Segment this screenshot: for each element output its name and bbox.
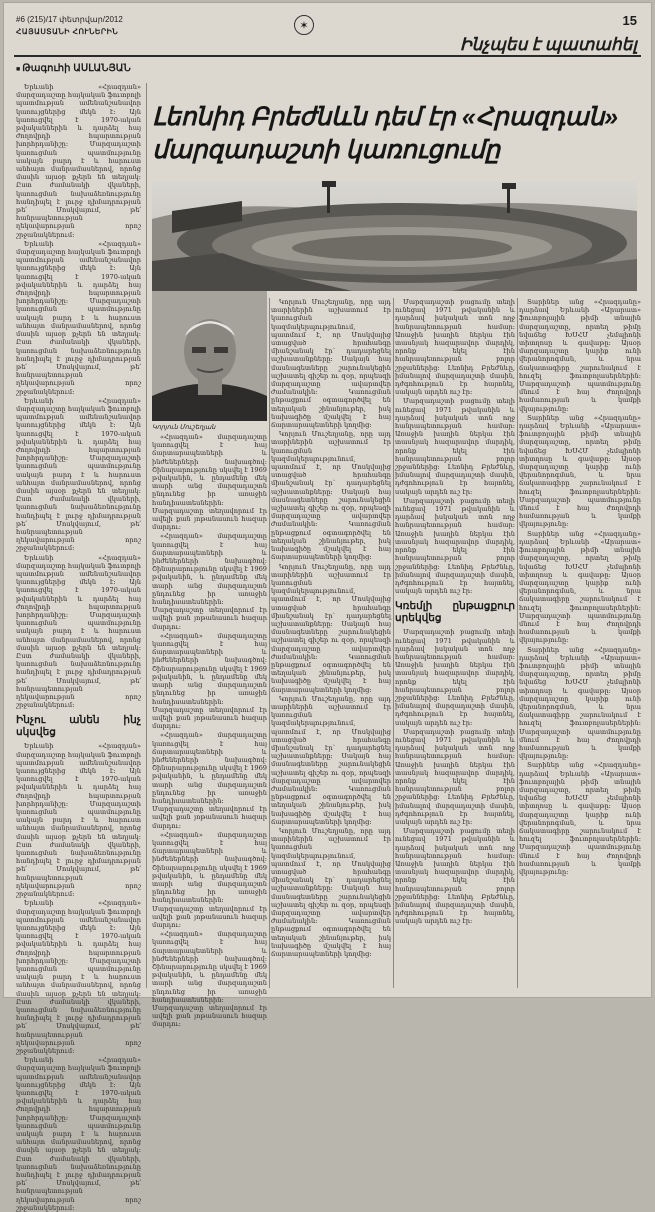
headline (152, 101, 642, 183)
column-rule (146, 83, 147, 988)
article-column-2 (152, 433, 267, 1029)
article-column-1 (16, 83, 141, 1212)
paragraph: Տարիներ անց «Հրազդանը» դարձավ Երևանի «Արարատ» ֆուտբոլային թիմի տնային մարզադաշտը, որտեղ թիմը նվաճեց ԽՍՀՄ չեմպիոնի տիտղոսը և գավաթը։ Այսօր մարզադաշտը կարիք ունի վերանորոգման, և նրա ճակատագիրը շարունակում է հուզել ֆուտբոլասերներին։ Մարզադաշտի պատմությունը մնում է հայ ժողովրդի համառության և կամքի վկայությունը։ (519, 529, 641, 645)
byline (16, 63, 136, 74)
paragraph: Երևանի «Հրազդան» մարզադաշտը հայկական ֆուտբոլի պատմության ամենանշանավոր կառույցներից մեկն է։ Այն կառուցվել է 1970-ական թվականներին և դարձել հայ ժողովրդի հպարտության խորհրդանիշը։ Մարզադաշտի կառուցման պատմությունը սակայն բարդ է և հարուստ անհայտ մանրամասներով, որոնց մասին այսօր քչերն են տեղյակ։ Ըստ ժամանակի վկաների, կառուցման նախաձեռնությունը հանդիպել է լուրջ դիմադրության թե՛ Մոսկվայում, թե՛ հանրապետության ղեկավարության որոշ շրջանակներում։ (16, 239, 141, 396)
paragraph: «Հրազդան» մարզադաշտը կառուցվել է հայ ճարտարապետների և ինժեներների նախագծով։ Շինարարությունը սկսվել է 1969 թվականին, և ընդամենը մեկ տարի անց մարզադաշտն ընդունեց իր առաջին հանդիսատեսներին։ Մարզադաշտը տեղավորում էր ավելի քան յոթանասուն հազար մարդու։ (152, 532, 267, 631)
paragraph: «Հրազդան» մարզադաշտը կառուցվել է հայ ճարտարապետների և ինժեներների նախագծով։ Շինարարությունը սկսվել է 1969 թվականին, և ընդամենը մեկ տարի անց մարզադաշտն ընդունեց իր առաջին հանդիսատեսներին։ Մարզադաշտը տեղավորում էր ավելի քան յոթանասուն հազար մարդու։ (152, 930, 267, 1029)
paragraph: Տարիներ անց «Հրազդանը» դարձավ Երևանի «Արարատ» ֆուտբոլային թիմի տնային մարզադաշտը, որտեղ թիմը նվաճեց ԽՍՀՄ չեմպիոնի տիտղոսը և գավաթը։ Այսօր մարզադաշտը կարիք ունի վերանորոգման, և նրա ճակատագիրը շարունակում է հուզել ֆուտբոլասերներին։ Մարզադաշտի պատմությունը մնում է հայ ժողովրդի համառության և կամքի վկայությունը։ (519, 298, 641, 413)
paragraph: «Հրազդան» մարզադաշտը կառուցվել է հայ ճարտարապետների և ինժեներների նախագծով։ Շինարարությունը սկսվել է 1969 թվականին, և ընդամենը մեկ տարի անց մարզադաշտն ընդունեց իր առաջին հանդիսատեսներին։ Մարզադաշտը տեղավորում էր ավելի քան յոթանասուն հազար մարդու։ (152, 731, 267, 830)
paragraph: «Հրազդան» մարզադաշտը կառուցվել է հայ ճարտարապետների և ինժեներների նախագծով։ Շինարարությունը սկսվել է 1969 թվականին, և ընդամենը մեկ տարի անց մարզադաշտն ընդունեց իր առաջին հանդիսատեսներին։ Մարզադաշտը տեղավորում էր ավելի քան յոթանասուն հազար մարդու։ (152, 433, 267, 532)
paragraph: Մարզադաշտի բացումը տեղի ունեցավ 1971 թվականին և դարձավ իսկական տոն ողջ հանրապետության համար։ Առաջին խաղին ներկա էին տասնյակ հազարավոր մարդիկ, որոնք եկել էին հանրապետության բոլոր շրջաններից։ Լեոնիդ Բրեժնևը, իմանալով մարզադաշտի մասին, դժգոհություն էր հայտնել, սակայն արդեն ուշ էր։ (395, 727, 515, 826)
paragraph: Մարզադաշտի բացումը տեղի ունեցավ 1971 թվականին և դարձավ իսկական տոն ողջ հանրապետության համար։ Առաջին խաղին ներկա էին տասնյակ հազարավոր մարդիկ, որոնք եկել էին հանրապետության բոլոր շրջաններից։ Լեոնիդ Բրեժնևը, իմանալով մարզադաշտի մասին, դժգոհություն էր հայտնել, սակայն արդեն ուշ էր։ (395, 496, 515, 596)
emblem-icon: ✶ (294, 15, 314, 35)
page-header (14, 13, 641, 57)
column-rule (269, 298, 270, 988)
article-column-4 (395, 298, 515, 988)
paragraph: Երևանի «Հրազդան» մարզադաշտը հայկական ֆուտբոլի պատմության ամենանշանավոր կառույցներից մեկն է։ Այն կառուցվել է 1970-ական թվականներին և դարձել հայ ժողովրդի հպարտության խորհրդանիշը։ Մարզադաշտի կառուցման պատմությունը սակայն բարդ է և հարուստ անհայտ մանրամասներով, որոնց մասին այսօր քչերն են տեղյակ։ Ըստ ժամանակի վկաների, կառուցման նախաձեռնությունը հանդիպել է լուրջ դիմադրության թե՛ Մոսկվայում, թե՛ հանրապետության ղեկավարության որոշ շրջանակներում։ (16, 553, 141, 710)
portrait-photo (152, 291, 267, 421)
author-name: ■ Թագուհի ԱՍԼԱՆՅԱՆ (16, 63, 136, 74)
paragraph: Մարզադաշտի բացումը տեղի ունեցավ 1971 թվականին և դարձավ իսկական տոն ողջ հանրապետության համար։ Առաջին խաղին ներկա էին տասնյակ հազարավոր մարդիկ, որոնք եկել էին հանրապետության բոլոր շրջաններից։ Լեոնիդ Բրեժնևը, իմանալով մարզադաշտի մասին, դժգոհություն էր հայտնել, սակայն արդեն ուշ էր։ (395, 628, 515, 727)
paragraph: Կորյուն Մուշեղյանը, որը այդ տարիներին աշխատում էր կառուցման կազմակերպությունում, պատմում է, որ Մոսկվայից ստացված հրահանգը միանշանակ էր՝ դադարեցնել աշխատանքները։ Սակայն հայ մասնագետները շարունակեցին աշխատել գիշեր ու զօր, որպեսզի մարզադաշտը ավարտվեր ժամանակին։ Կառուցման ընթացքում օգտագործվել են տեղական շինանյութեր, իսկ նախագիծը մշակվել է հայ ճարտարապետների կողմից։ (271, 827, 391, 959)
issue-info: #6 (215)/17 փետրվար/2012 (16, 15, 123, 24)
article-column-5 (519, 298, 641, 988)
paragraph: Կորյուն Մուշեղյանը, որը այդ տարիներին աշխատում էր կառուցման կազմակերպությունում, պատմում է, որ Մոսկվայից ստացված հրահանգը միանշանակ էր՝ դադարեցնել աշխատանքները։ Սակայն հայ մասնագետները շարունակեցին աշխատել գիշեր ու զօր, որպեսզի մարզադաշտը ավարտվեր ժամանակին։ Կառուցման ընթացքում օգտագործվել են տեղական շինանյութեր, իսկ նախագիծը մշակվել է հայ ճարտարապետների կողմից։ (271, 430, 391, 562)
newspaper-page (4, 3, 651, 1212)
paragraph: Մարզադաշտի բացումը տեղի ունեցավ 1971 թվականին և դարձավ իսկական տոն ողջ հանրապետության համար։ Առաջին խաղին ներկա էին տասնյակ հազարավոր մարդիկ, որոնք եկել էին հանրապետության բոլոր շրջաններից։ Լեոնիդ Բրեժնևը, իմանալով մարզադաշտի մասին, դժգոհություն էր հայտնել, սակայն արդեն ուշ էր։ (395, 397, 515, 496)
paragraph: Երևանի «Հրազդան» մարզադաշտը հայկական ֆուտբոլի պատմության ամենանշանավոր կառույցներից մեկն է։ Այն կառուցվել է 1970-ական թվականներին և դարձել հայ ժողովրդի հպարտության խորհրդանիշը։ Մարզադաշտի կառուցման պատմությունը սակայն բարդ է և հարուստ անհայտ մանրամասներով, որոնց մասին այսօր քչերն են տեղյակ։ Ըստ ժամանակի վկաների, կառուցման նախաձեռնությունը հանդիպել է լուրջ դիմադրության թե՛ Մոսկվայում, թե՛ հանրապետության ղեկավարության որոշ շրջանակներում։ (16, 899, 141, 1055)
paragraph: Մարզադաշտի բացումը տեղի ունեցավ 1971 թվականին և դարձավ իսկական տոն ողջ հանրապետության համար։ Առաջին խաղին ներկա էին տասնյակ հազարավոր մարդիկ, որոնք եկել էին հանրապետության բոլոր շրջաններից։ Լեոնիդ Բրեժնևը, իմանալով մարզադաշտի մասին, դժգոհություն էր հայտնել, սակայն արդեն ուշ էր։ (395, 298, 515, 397)
headline-line-2: մարզադաշտի կառուցումը (152, 136, 500, 164)
paragraph: Տարիներ անց «Հրազդանը» դարձավ Երևանի «Արարատ» ֆուտբոլային թիմի տնային մարզադաշտը, որտեղ թիմը նվաճեց ԽՍՀՄ չեմպիոնի տիտղոսը և գավաթը։ Այսօր մարզադաշտը կարիք ունի վերանորոգման, և նրա ճակատագիրը շարունակում է հուզել ֆուտբոլասերներին։ Մարզադաշտի պատմությունը մնում է հայ ժողովրդի համառության և կամքի վկայությունը։ (519, 645, 641, 761)
article-column-3 (271, 298, 391, 988)
column-rule (517, 298, 518, 988)
paragraph: Մարզադաշտի բացումը տեղի ունեցավ 1971 թվականին և դարձավ իսկական տոն ողջ հանրապետության համար։ Առաջին խաղին ներկա էին տասնյակ հազարավոր մարդիկ, որոնք եկել էին հանրապետության բոլոր շրջաններից։ Լեոնիդ Բրեժնևը, իմանալով մարզադաշտի մասին, դժգոհություն էր հայտնել, սակայն արդեն ուշ էր։ (395, 827, 515, 926)
subheading: Կռեմլի ընթացքուր սրեկվեց (395, 600, 515, 625)
paragraph: Երևանի «Հրազդան» մարզադաշտը հայկական ֆուտբոլի պատմության ամենանշանավոր կառույցներից մեկն է։ Այն կառուցվել է 1970-ական թվականներին և դարձել հայ ժողովրդի հպարտության խորհրդանիշը։ Մարզադաշտի կառուցման պատմությունը սակայն բարդ է և հարուստ անհայտ մանրամասներով, որոնց մասին այսօր քչերն են տեղյակ։ Ըստ ժամանակի վկաների, կառուցման նախաձեռնությունը հանդիպել է լուրջ դիմադրության թե՛ Մոսկվայում, թե՛ հանրապետության ղեկավարության որոշ շրջանակներում։ (16, 83, 141, 239)
paragraph: Տարիներ անց «Հրազդանը» դարձավ Երևանի «Արարատ» ֆուտբոլային թիմի տնային մարզադաշտը, որտեղ թիմը նվաճեց ԽՍՀՄ չեմպիոնի տիտղոսը և գավաթը։ Այսօր մարզադաշտը կարիք ունի վերանորոգման, և նրա ճակատագիրը շարունակում է հուզել ֆուտբոլասերներին։ Մարզադաշտի պատմությունը մնում է հայ ժողովրդի համառության և կամքի վկայությունը։ (519, 761, 641, 877)
column-rule (393, 298, 394, 988)
paragraph: Կորյուն Մուշեղյանը, որը այդ տարիներին աշխատում էր կառուցման կազմակերպությունում, պատմում է, որ Մոսկվայից ստացված հրահանգը միանշանակ էր՝ դադարեցնել աշխատանքները։ Սակայն հայ մասնագետները շարունակեցին աշխատել գիշեր ու զօր, որպեսզի մարզադաշտը ավարտվեր ժամանակին։ Կառուցման ընթացքում օգտագործվել են տեղական շինանյութեր, իսկ նախագիծը մշակվել է հայ ճարտարապետների կողմից։ (271, 694, 391, 826)
headline-line-1: Լեոնիդ Բրեժնևն դեմ էր «Հրազդան» (152, 103, 618, 131)
paragraph: Երևանի «Հրազդան» մարզադաշտը հայկական ֆուտբոլի պատմության ամենանշանավոր կառույցներից մեկն է։ Այն կառուցվել է 1970-ական թվականներին և դարձել հայ ժողովրդի հպարտության խորհրդանիշը։ Մարզադաշտի կառուցման պատմությունը սակայն բարդ է և հարուստ անհայտ մանրամասներով, որոնց մասին այսօր քչերն են տեղյակ։ Ըստ ժամանակի վկաների, կառուցման նախաձեռնությունը հանդիպել է լուրջ դիմադրության թե՛ Մոսկվայում, թե՛ հանրապետության ղեկավարության որոշ շրջանակներում։ (16, 742, 141, 899)
paragraph: «Հրազդան» մարզադաշտը կառուցվել է հայ ճարտարապետների և ինժեներների նախագծով։ Շինարարությունը սկսվել է 1969 թվականին, և ընդամենը մեկ տարի անց մարզադաշտն ընդունեց իր առաջին հանդիսատեսներին։ Մարզադաշտը տեղավորում էր ավելի քան յոթանասուն հազար մարդու։ (152, 631, 267, 731)
paragraph: Երևանի «Հրազդան» մարզադաշտը հայկական ֆուտբոլի պատմության ամենանշանավոր կառույցներից մեկն է։ Այն կառուցվել է 1970-ական թվականներին և դարձել հայ ժողովրդի հպարտության խորհրդանիշը։ Մարզադաշտի կառուցման պատմությունը սակայն բարդ է և հարուստ անհայտ մանրամասներով, որոնց մասին այսօր քչերն են տեղյակ։ Ըստ ժամանակի վկաների, կառուցման նախաձեռնությունը հանդիպել է լուրջ դիմադրության թե՛ Մոսկվայում, թե՛ հանրապետության ղեկավարության որոշ շրջանակներում։ (16, 396, 141, 553)
paragraph: Կորյուն Մուշեղյանը, որը այդ տարիներին աշխատում էր կառուցման կազմակերպությունում, պատմում է, որ Մոսկվայից ստացված հրահանգը միանշանակ էր՝ դադարեցնել աշխատանքները։ Սակայն հայ մասնագետները շարունակեցին աշխատել գիշեր ու զօր, որպեսզի մարզադաշտը ավարտվեր ժամանակին։ Կառուցման ընթացքում օգտագործվել են տեղական շինանյութեր, իսկ նախագիծը մշակվել է հայ ճարտարապետների կողմից։ (271, 562, 391, 694)
photo-caption: Կորյուն Մուշեղյան (152, 424, 216, 431)
paragraph: Կորյուն Մուշեղյանը, որը այդ տարիներին աշխատում էր կառուցման կազմակերպությունում, պատմում է, որ Մոսկվայից ստացված հրահանգը միանշանակ էր՝ դադարեցնել աշխատանքները։ Սակայն հայ մասնագետները շարունակեցին աշխատել գիշեր ու զօր, որպեսզի մարզադաշտը ավարտվեր ժամանակին։ Կառուցման ընթացքում օգտագործվել են տեղական շինանյութեր, իսկ նախագիծը մշակվել է հայ ճարտարապետների կողմից։ (271, 298, 391, 430)
section-title: Ինչպես է պատահել (459, 35, 637, 54)
paragraph: Երևանի «Հրազդան» մարզադաշտը հայկական ֆուտբոլի պատմության ամենանշանավոր կառույցներից մեկն է։ Այն կառուցվել է 1970-ական թվականներին և դարձել հայ ժողովրդի հպարտության խորհրդանիշը։ Մարզադաշտի կառուցման պատմությունը սակայն բարդ է և հարուստ անհայտ մանրամասներով, որոնց մասին այսօր քչերն են տեղյակ։ Ըստ ժամանակի վկաների, կառուցման նախաձեռնությունը հանդիպել է լուրջ դիմադրության թե՛ Մոսկվայում, թե՛ հանրապետության ղեկավարության որոշ շրջանակներում։ (16, 1056, 141, 1212)
subheading: Ինչու անեն ինչ սկսվեց (16, 714, 141, 739)
newspaper-name: ՀԱՅԱՍՏԱՆԻ ՀՈՒՆԵՐԻՆ (16, 27, 119, 36)
stadium-photo (152, 181, 637, 291)
paragraph: «Հրազդան» մարզադաշտը կառուցվել է հայ ճարտարապետների և ինժեներների նախագծով։ Շինարարությունը սկսվել է 1969 թվականին, և ընդամենը մեկ տարի անց մարզադաշտն ընդունեց իր առաջին հանդիսատեսներին։ Մարզադաշտը տեղավորում էր ավելի քան յոթանասուն հազար մարդու։ (152, 830, 267, 929)
page-number: 15 (622, 13, 637, 28)
paragraph: Տարիներ անց «Հրազդանը» դարձավ Երևանի «Արարատ» ֆուտբոլային թիմի տնային մարզադաշտը, որտեղ թիմը նվաճեց ԽՍՀՄ չեմպիոնի տիտղոսը և գավաթը։ Այսօր մարզադաշտը կարիք ունի վերանորոգման, և նրա ճակատագիրը շարունակում է հուզել ֆուտբոլասերներին։ Մարզադաշտի պատմությունը մնում է հայ ժողովրդի համառության և կամքի վկայությունը։ (519, 413, 641, 529)
